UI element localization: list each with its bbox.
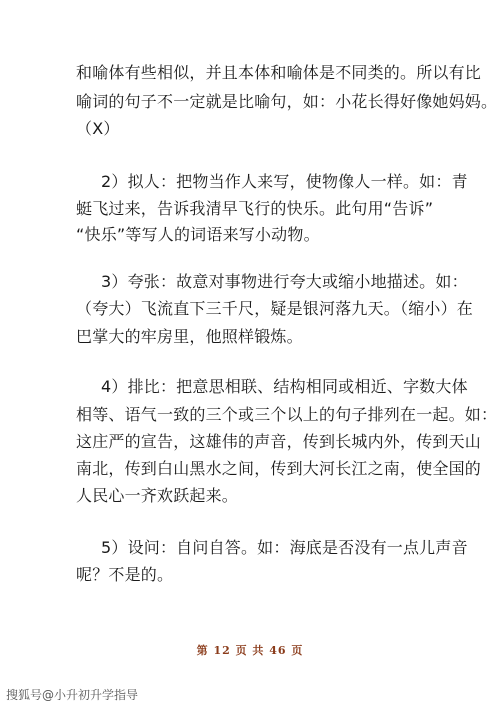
text-line: 南北，传到白山黑水之间，传到大河长江之南，使全国的 (76, 459, 482, 478)
text-line: 相等、语气一致的三个或三个以上的句子排列在一起。如： (76, 405, 498, 424)
text-line: 3）夸张：故意对事物进行夸大或缩小地描述。如： (101, 272, 468, 291)
text-line: 呢？不是的。 (76, 565, 174, 584)
text-line: （夸大）飞流直下三千尺，疑是银河落九天。（缩小）在 (76, 299, 474, 318)
text-line: （X） (76, 119, 120, 138)
text-line: 2）拟人：把物当作人来写，使物像人一样。如：青 (101, 172, 468, 191)
text-line: 5）设问：自问自答。如：海底是否没有一点儿声音 (101, 538, 468, 557)
text-line: 蜓飞过来，告诉我清早飞行的快乐。此句用“告诉” (76, 199, 434, 218)
source-watermark: 搜狐号@小升初升学指导 (6, 688, 139, 702)
text-line: 这庄严的宣告，这雄伟的声音，传到长城内外，传到天山 (76, 432, 482, 451)
text-line: 人民心一齐欢跃起来。 (76, 486, 239, 505)
text-line: 喻词的句子不一定就是比喻句，如：小花长得好像她妈妈。 (76, 92, 498, 111)
page-number: 第 12 页 共 46 页 (196, 644, 304, 657)
text-line: 4）排比：把意思相联、结构相同或相近、字数大体 (101, 377, 468, 396)
text-line: 和喻体有些相似，并且本体和喻体是不同类的。所以有比 (76, 63, 482, 82)
text-line: 巴掌大的牢房里，他照样锻炼。 (76, 327, 303, 346)
text-line: “快乐”等写人的词语来写小动物。 (76, 225, 320, 244)
